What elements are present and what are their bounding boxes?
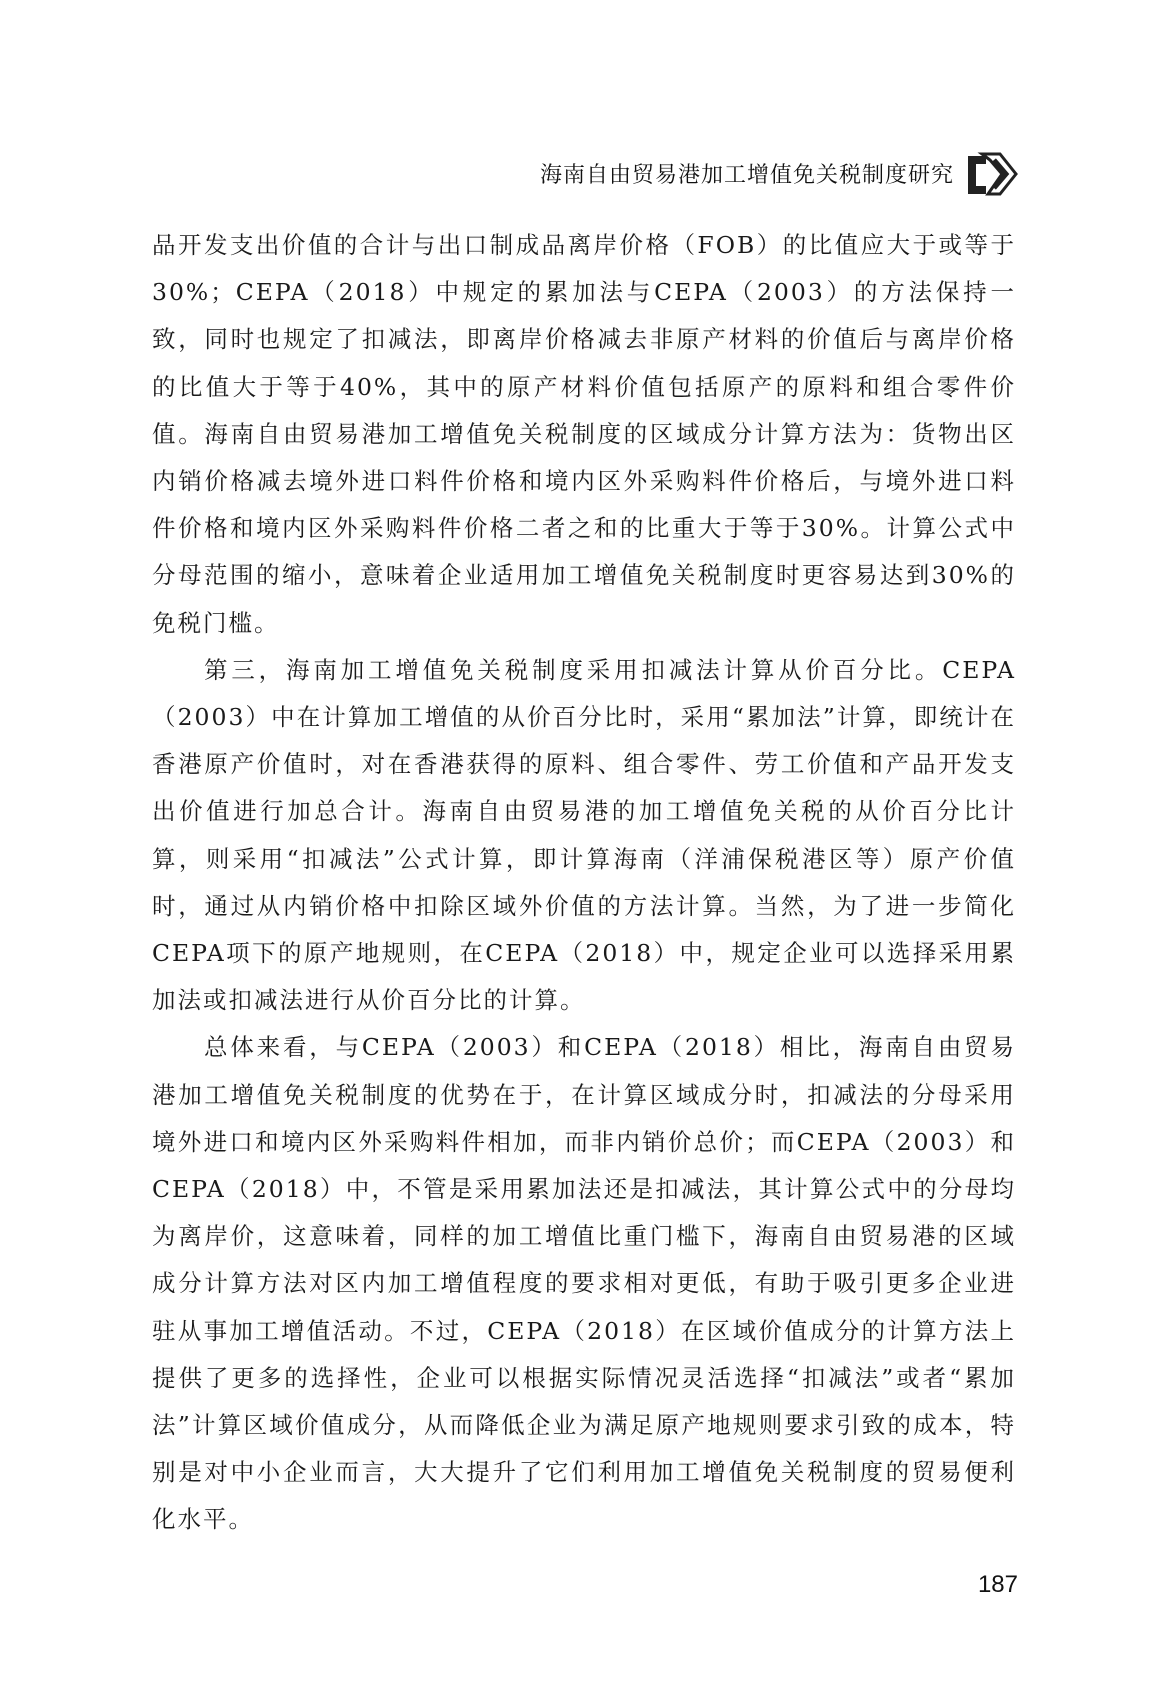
body-text xyxy=(152,222,1016,1544)
paragraph-continued: 品开发支出价值的合计与出口制成品离岸价格（FOB）的比值应大于或等于30%；CEPA（2018）中规定的累加法与CEPA（2003）的方法保持一致，同时也规定了扣减法，即离岸价格减去非原产材料的价值后与离岸价格的比值大于等于40%，其中的原产材料价值包括原产的原料和组合零件价值。海南自由贸易港加工增值免关税制度的区域成分计算方法为：货物出区内销价格减去境外进口料件价格和境内区外采购料件价格后，与境外进口料件价格和境内区外采购料件价格二者之和的比重大于等于30%。计算公式中分母范围的缩小，意味着企业适用加工增值免关税制度时更容易达到30%的免税门槛。 xyxy=(152,231,1016,637)
header-title: 海南自由贸易港加工增值免关税制度研究 xyxy=(539,162,954,188)
paragraph-third-point: 第三，海南加工增值免关税制度采用扣减法计算从价百分比。CEPA（2003）中在计算加工增值的从价百分比时，采用“累加法”计算，即统计在香港原产价值时，对在香港获得的原料、组合零件、劳工价值和产品开发支出价值进行加总合计。海南自由贸易港的加工增值免关税的从价百分比计算，则采用“扣减法”公式计算，即计算海南（洋浦保税港区等）原产价值时，通过从内销价格中扣除区域外价值的方法计算。当然，为了进一步简化CEPA项下的原产地规则，在CEPA（2018）中，规定企业可以选择采用累加法或扣减法进行从价百分比的计算。 xyxy=(152,655,1016,1015)
page-number: 187 xyxy=(977,1571,1018,1598)
paragraph-summary: 总体来看，与CEPA（2003）和CEPA（2018）相比，海南自由贸易港加工增值免关税制度的优势在于，在计算区域成分时，扣减法的分母采用境外进口和境内区外采购料件相加，而非内销价总价；而CEPA（2003）和CEPA（2018）中，不管是采用累加法还是扣减法，其计算公式中的分母均为离岸价，这意味着，同样的加工增值比重门槛下，海南自由贸易港的区域成分计算方法对区内加工增值程度的要求相对更低，有助于吸引更多企业进驻从事加工增值活动。不过，CEPA（2018）在区域价值成分的计算方法上提供了更多的选择性，企业可以根据实际情况灵活选择“扣减法”或者“累加法”计算区域价值成分，从而降低企业为满足原产地规则要求引致的成本，特别是对中小企业而言，大大提升了它们利用加工增值免关税制度的贸易便利化水平。 xyxy=(152,1033,1016,1534)
chevron-mark-icon xyxy=(966,150,1018,196)
running-header xyxy=(540,150,1018,196)
